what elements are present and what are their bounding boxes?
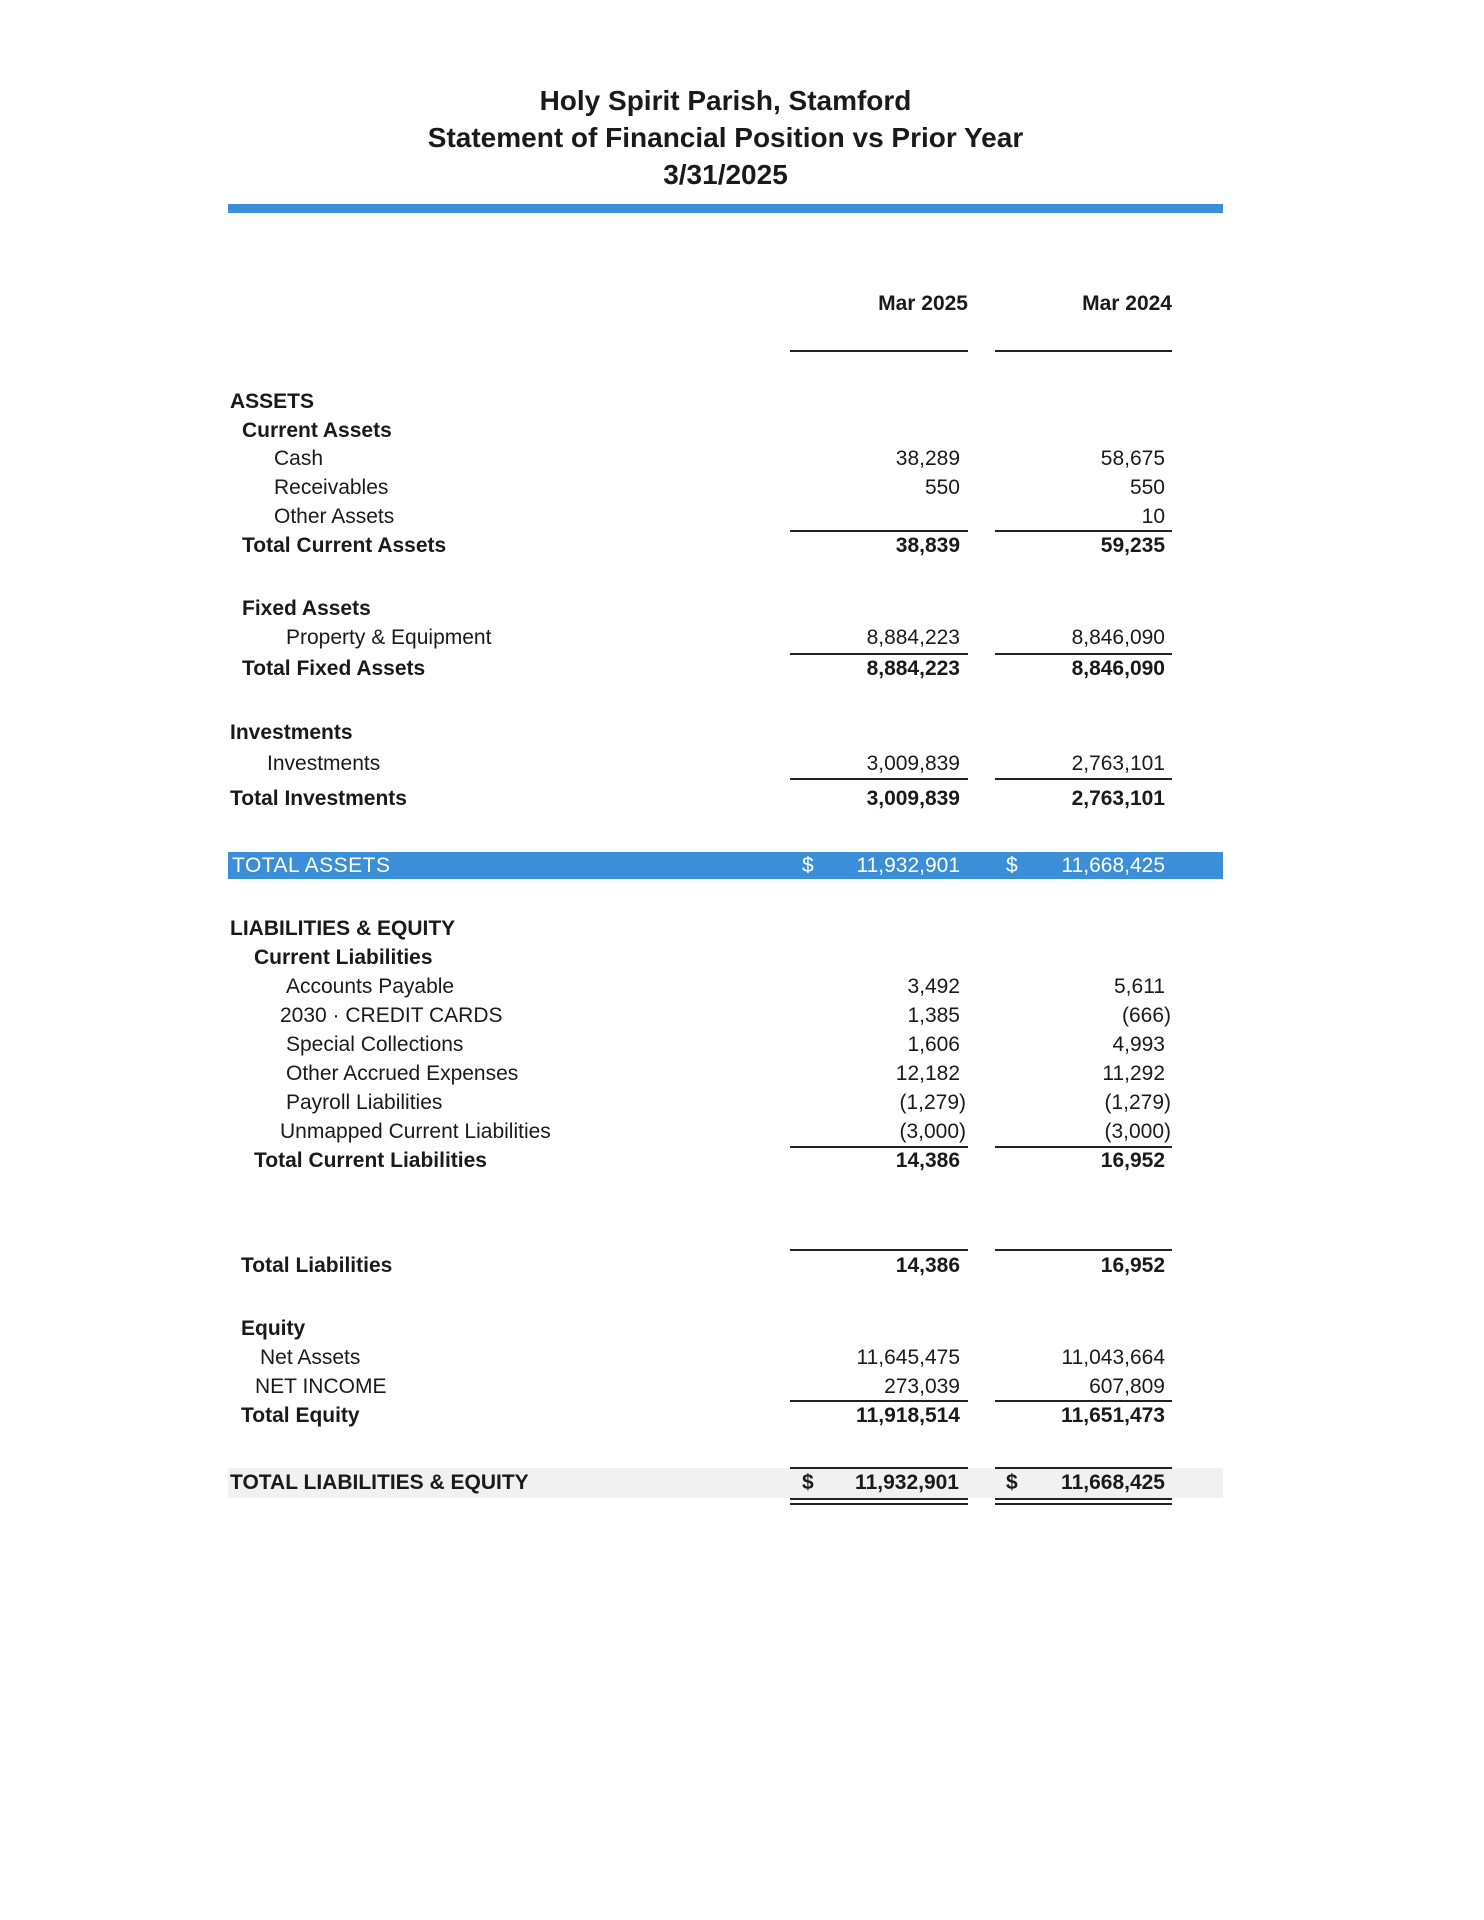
group-heading-current-liabilities: Current Liabilities xyxy=(254,946,433,969)
statement-header xyxy=(228,82,1223,193)
total-row: Total Current Liabilities 14,386 16,952 xyxy=(254,1149,1165,1172)
grand-total-top-rule xyxy=(790,1467,968,1469)
section-heading-liabilities-equity: LIABILITIES & EQUITY xyxy=(230,917,456,940)
subtotal-rule xyxy=(790,778,968,780)
total-row: Total Fixed Assets 8,884,223 8,846,090 xyxy=(242,657,1165,680)
column-header-rule-current xyxy=(790,350,968,352)
group-heading-current-assets: Current Assets xyxy=(242,419,392,442)
section-heading-assets: ASSETS xyxy=(230,390,315,413)
column-header-prior: Mar 2024 xyxy=(1082,292,1172,315)
table-row: Investments 3,009,839 2,763,101 xyxy=(267,752,1165,775)
total-row: Total Current Assets 38,839 59,235 xyxy=(242,534,1165,557)
currency-symbol: $ xyxy=(1006,854,1018,877)
column-header-rule-prior xyxy=(995,350,1172,352)
total-row: Total Investments 3,009,839 2,763,101 xyxy=(230,787,1165,810)
total-liabilities-row: Total Liabilities 14,386 16,952 xyxy=(241,1254,1165,1277)
table-row: Net Assets 11,645,475 11,043,664 xyxy=(260,1346,1165,1369)
organization-name: Holy Spirit Parish, Stamford xyxy=(539,85,912,116)
table-row: Other Accrued Expenses 12,182 11,292 xyxy=(286,1062,1165,1085)
total-row: Total Equity 11,918,514 11,651,473 xyxy=(241,1404,1165,1427)
table-row: Accounts Payable 3,492 5,611 xyxy=(286,975,1165,998)
table-row: Other Assets 10 xyxy=(274,505,1165,528)
header-divider xyxy=(228,204,1223,213)
table-row: NET INCOME 273,039 607,809 xyxy=(255,1375,1165,1398)
double-underline xyxy=(790,1498,968,1500)
table-row: Cash 38,289 58,675 xyxy=(274,447,1165,470)
double-underline xyxy=(995,1503,1172,1505)
currency-symbol: $ xyxy=(802,1471,814,1494)
total-assets-row: TOTAL ASSETS $ 11,932,901 $ 11,668,425 xyxy=(228,852,1223,879)
total-liabilities-equity-row: TOTAL LIABILITIES & EQUITY $ 11,932,901 $ 11,668,425 xyxy=(228,1468,1223,1498)
double-underline xyxy=(790,1503,968,1505)
currency-symbol: $ xyxy=(802,854,814,877)
table-row: Payroll Liabilities (1,279) (1,279) xyxy=(286,1091,1171,1114)
table-row: Receivables 550 550 xyxy=(274,476,1165,499)
table-row: Property & Equipment 8,884,223 8,846,090 xyxy=(286,626,1165,649)
table-row: Unmapped Current Liabilities (3,000) (3,000) xyxy=(280,1120,1171,1143)
column-header-current: Mar 2025 xyxy=(878,292,968,315)
group-heading-fixed-assets: Fixed Assets xyxy=(242,597,371,620)
table-row: Special Collections 1,606 4,993 xyxy=(286,1033,1165,1056)
double-underline xyxy=(995,1498,1172,1500)
statement-title: Statement of Financial Position vs Prior Year xyxy=(427,122,1024,153)
currency-symbol: $ xyxy=(1006,1471,1018,1494)
statement-date: 3/31/2025 xyxy=(663,159,788,190)
group-heading-equity: Equity xyxy=(241,1317,306,1340)
grand-total-top-rule xyxy=(995,1467,1172,1469)
subtotal-rule xyxy=(995,778,1172,780)
group-heading-investments: Investments xyxy=(230,721,353,744)
table-row: 2030 · CREDIT CARDS 1,385 (666) xyxy=(280,1004,1171,1027)
